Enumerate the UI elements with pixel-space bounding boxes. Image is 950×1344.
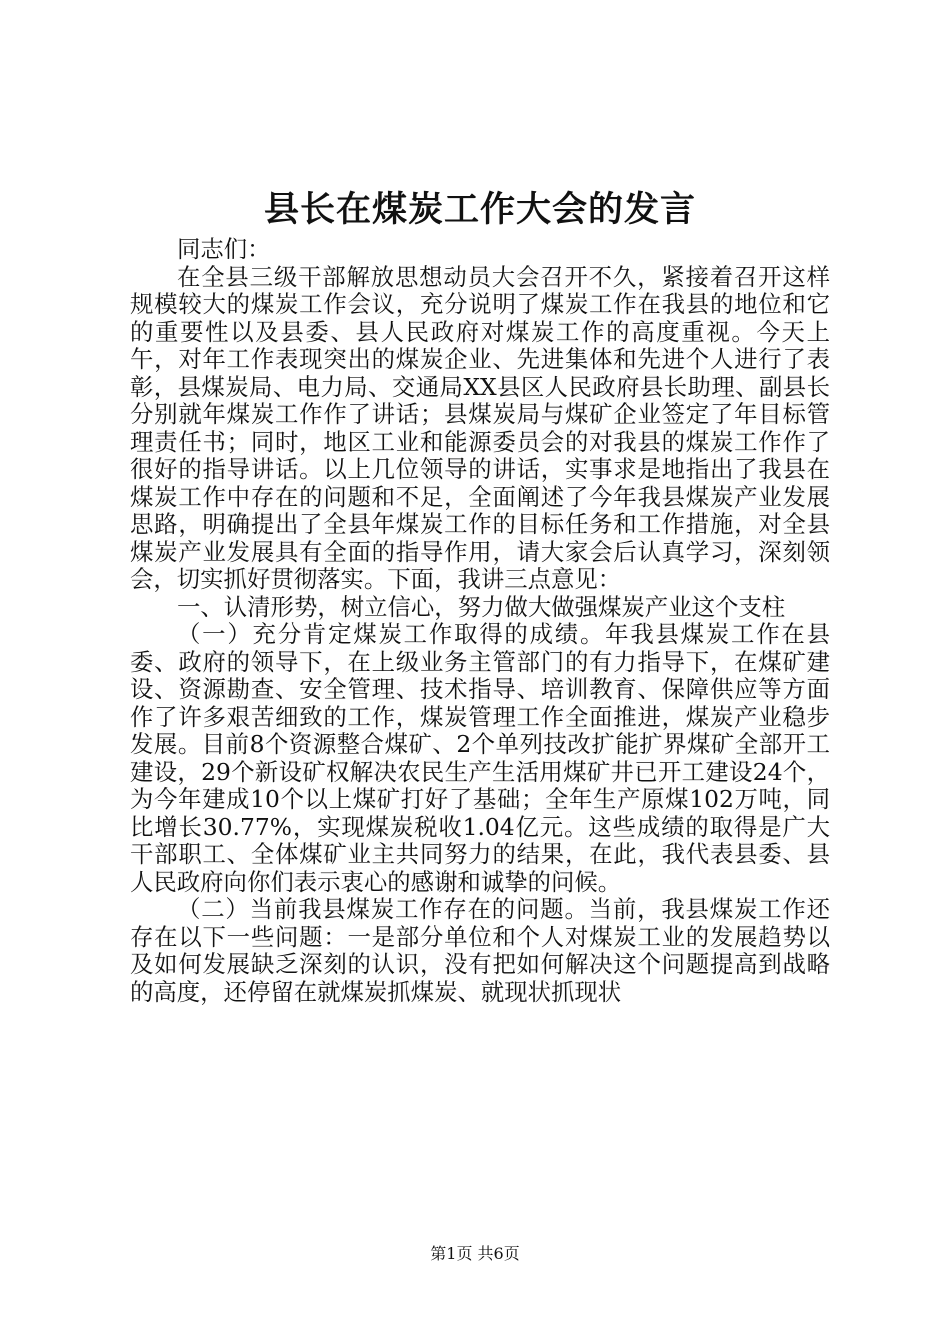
body-paragraph: （一）充分肯定煤炭工作取得的成绩。年我县煤炭工作在县委、政府的领导下，在上级业务主管部门的有力指导下，在煤矿建设、资源勘查、安全管理、技术指导、培训教育、保障供应等方面作了许多艰苦细致的工作，煤炭管理工作全面推进，煤炭产业稳步发展。目前8个资源整合煤矿、2个单列技改扩能扩界煤矿全部开工建设，29个新设矿权解决农民生产生活用煤矿井已开工建设24个，为今年建成10个以上煤矿打好了基础；全年生产原煤102万吨，同比增长30.77%，实现煤炭税收1.04亿元。这些成绩的取得是广大干部职工、全体煤矿业主共同努力的结果，在此，我代表县委、县人民政府向你们表示衷心的感谢和诚挚的问候。: [130, 620, 830, 896]
document-body: [130, 236, 830, 1006]
page-number-footer: 第1页 共6页: [430, 1244, 520, 1263]
body-paragraph: 在全县三级干部解放思想动员大会召开不久，紧接着召开这样规模较大的煤炭工作会议，充分说明了煤炭工作在我县的地位和它的重要性以及县委、县人民政府对煤炭工作的高度重视。今天上午，对年工作表现突出的煤炭企业、先进集体和先进个人进行了表彰，县煤炭局、电力局、交通局XX县区人民政府县长助理、副县长分别就年煤炭工作作了讲话；县煤炭局与煤矿企业签定了年目标管理责任书；同时，地区工业和能源委员会的对我县的煤炭工作作了很好的指导讲话。以上几位领导的讲话，实事求是地指出了我县在煤炭工作中存在的问题和不足，全面阐述了今年我县煤炭产业发展思路，明确提出了全县年煤炭工作的目标任务和工作措施，对全县煤炭产业发展具有全面的指导作用，请大家会后认真学习，深刻领会，切实抓好贯彻落实。下面，我讲三点意见：: [130, 262, 830, 593]
section-heading: 一、认清形势，树立信心，努力做大做强煤炭产业这个支柱: [177, 592, 786, 621]
body-paragraph: （二）当前我县煤炭工作存在的问题。当前，我县煤炭工作还存在以下一些问题：一是部分单位和个人对煤炭工业的发展趋势以及如何发展缺乏深刻的认识，没有把如何解决这个问题提高到战略的高度，还停留在就煤炭抓煤炭、就现状抓现状: [130, 895, 830, 1006]
document-title: 县长在煤炭工作大会的发言: [263, 189, 696, 230]
salutation: 同志们：: [177, 235, 271, 263]
